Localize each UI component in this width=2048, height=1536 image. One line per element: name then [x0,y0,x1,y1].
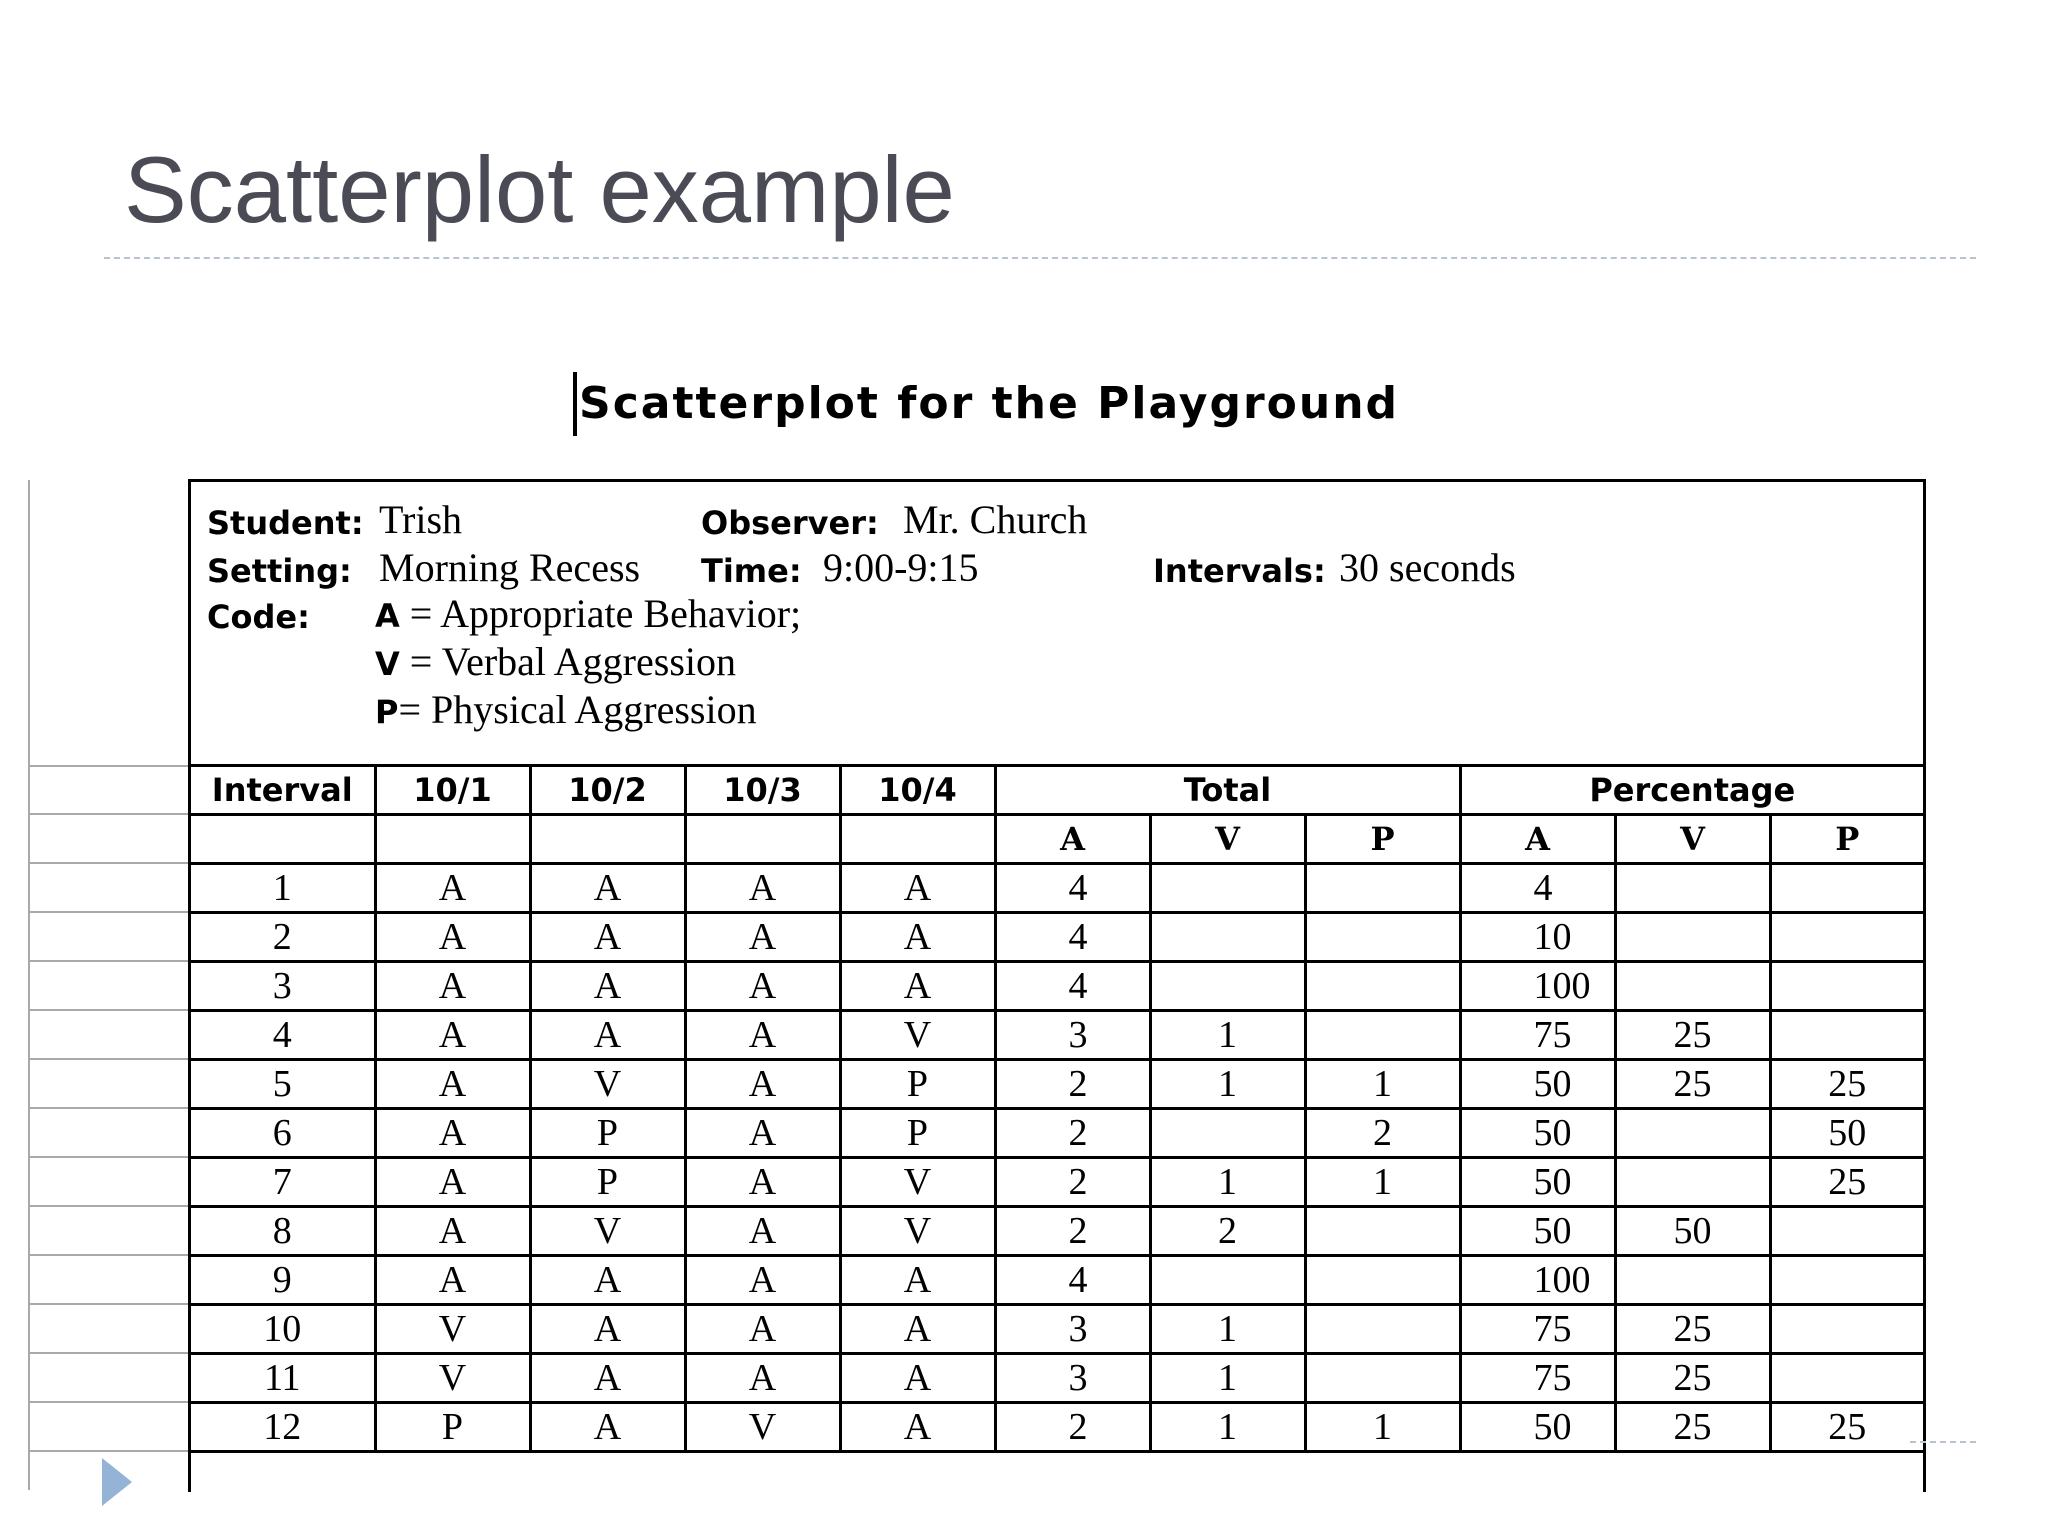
cell-interval: 2 [191,913,375,962]
cell-total-p: 1 [1305,1060,1460,1109]
cell-total-v: 2 [1150,1207,1305,1256]
cell-interval: 9 [191,1256,375,1305]
cell-pct-a: 50 [1460,1060,1615,1109]
cell-pct-v: 50 [1615,1207,1770,1256]
cell-interval: 6 [191,1109,375,1158]
table-body [191,864,1923,1452]
table-row [191,1354,1923,1403]
subheader-empty [530,815,685,864]
cell-pct-v: 25 [1615,1305,1770,1354]
cell-pct-a: 50 [1460,1403,1615,1452]
subheader-pct-a: A [1460,815,1615,864]
cell-day-3: A [685,1109,840,1158]
cell-day-2: A [530,1305,685,1354]
code-p-meaning: Physical Aggression [431,687,757,732]
subheader-empty [375,815,530,864]
student-label: Student: [207,504,364,542]
cell-day-4: A [840,962,995,1011]
cell-day-4: A [840,1305,995,1354]
cell-total-v: 1 [1150,1158,1305,1207]
cell-pct-v: 25 [1615,1403,1770,1452]
cell-pct-p [1770,913,1923,962]
cell-pct-v [1615,1256,1770,1305]
cell-pct-a: 50 [1460,1158,1615,1207]
cell-pct-a: 50 [1460,1109,1615,1158]
cell-total-a: 4 [995,913,1150,962]
text-cursor [573,372,577,436]
cell-total-v: 1 [1150,1011,1305,1060]
table-row [191,1060,1923,1109]
time-label: Time: [701,552,802,590]
code-p [375,686,757,733]
cell-day-1: A [375,1060,530,1109]
cell-day-4: V [840,1207,995,1256]
cell-pct-a: 10 [1460,913,1615,962]
cell-total-v [1150,1256,1305,1305]
cell-total-v: 1 [1150,1403,1305,1452]
subheader-pct-p: P [1770,815,1923,864]
cell-total-p [1305,1256,1460,1305]
cell-total-a: 4 [995,864,1150,913]
gridline [30,1205,191,1207]
cell-pct-a: 100 [1460,962,1615,1011]
code-label: Code: [207,598,310,636]
cell-day-3: A [685,1158,840,1207]
code-p-sep: = [398,687,432,732]
cell-interval: 4 [191,1011,375,1060]
cell-day-1: A [375,1158,530,1207]
gridline [30,1156,191,1158]
cell-total-p [1305,913,1460,962]
cell-total-v [1150,962,1305,1011]
cell-day-4: P [840,1060,995,1109]
cell-pct-a: 75 [1460,1305,1615,1354]
cell-pct-p [1770,962,1923,1011]
cell-pct-p [1770,1011,1923,1060]
gridline [30,765,191,767]
cell-total-a: 4 [995,962,1150,1011]
cell-day-2: A [530,1403,685,1452]
cell-day-3: A [685,1207,840,1256]
header-interval: Interval [191,767,375,815]
cell-day-4: V [840,1011,995,1060]
cell-day-2: A [530,962,685,1011]
cell-pct-p: 25 [1770,1060,1923,1109]
table-row [191,913,1923,962]
intervals-value: 30 seconds [1339,545,1516,590]
cell-day-4: A [840,913,995,962]
cell-pct-a: 75 [1460,1354,1615,1403]
table-row [191,1109,1923,1158]
cell-day-1: V [375,1354,530,1403]
code-a-sep: = [399,591,441,636]
cell-interval: 10 [191,1305,375,1354]
cell-day-2: P [530,1158,685,1207]
cell-day-3: A [685,1305,840,1354]
cell-pct-v: 25 [1615,1011,1770,1060]
code-a-meaning: Appropriate Behavior; [440,591,802,636]
cell-pct-a: 75 [1460,1011,1615,1060]
cell-total-a: 2 [995,1207,1150,1256]
cell-interval: 11 [191,1354,375,1403]
code-v-letter: V [375,645,400,683]
cell-day-1: V [375,1305,530,1354]
cell-interval: 5 [191,1060,375,1109]
cell-day-3: A [685,913,840,962]
gridline [30,1352,191,1354]
slide-title: Scatterplot example [124,137,955,242]
cell-total-a: 2 [995,1403,1150,1452]
code-v [375,638,736,685]
cell-pct-v [1615,962,1770,1011]
footer-divider [1910,1441,1976,1443]
cell-interval: 8 [191,1207,375,1256]
cell-total-p: 1 [1305,1158,1460,1207]
cell-total-p [1305,962,1460,1011]
table-row [191,962,1923,1011]
time-value: 9:00-9:15 [823,545,979,590]
cell-day-3: A [685,1060,840,1109]
subheader-total-p: P [1305,815,1460,864]
subheader-total-v: V [1150,815,1305,864]
cell-day-3: V [685,1403,840,1452]
gridline [30,911,191,913]
title-divider [104,257,1976,259]
table-row [191,1305,1923,1354]
table-row [191,1011,1923,1060]
subheader-empty [191,815,375,864]
header-total: Total [995,767,1460,815]
cell-day-3: A [685,864,840,913]
cell-day-2: V [530,1060,685,1109]
cell-pct-a: 4 [1460,864,1615,913]
cell-day-4: A [840,864,995,913]
header-date-2: 10/2 [530,767,685,815]
cell-pct-a: 100 [1460,1256,1615,1305]
left-gridlines [28,480,191,1490]
scatterplot-form [188,479,1926,1492]
subheader-empty [685,815,840,864]
cell-total-a: 3 [995,1011,1150,1060]
gridline [30,862,191,864]
cell-pct-p [1770,864,1923,913]
cell-day-3: A [685,1256,840,1305]
cell-day-3: A [685,1354,840,1403]
gridline [30,960,191,962]
observer-label: Observer: [701,504,879,542]
cell-pct-v [1615,1158,1770,1207]
cell-total-p: 2 [1305,1109,1460,1158]
header-date-4: 10/4 [840,767,995,815]
nav-arrow-icon[interactable] [102,1458,132,1506]
cell-day-2: A [530,1354,685,1403]
cell-total-v: 1 [1150,1354,1305,1403]
cell-interval: 12 [191,1403,375,1452]
cell-day-4: A [840,1354,995,1403]
cell-total-p [1305,1011,1460,1060]
cell-pct-p: 25 [1770,1158,1923,1207]
cell-day-1: A [375,913,530,962]
gridline [30,1450,191,1452]
setting-value: Morning Recess [379,545,641,590]
cell-pct-v [1615,1109,1770,1158]
subheader-pct-v: V [1615,815,1770,864]
cell-total-p [1305,864,1460,913]
cell-pct-p: 50 [1770,1109,1923,1158]
cell-day-2: A [530,1256,685,1305]
cell-day-2: P [530,1109,685,1158]
gridline [30,813,191,815]
cell-total-a: 2 [995,1158,1150,1207]
cell-total-v: 1 [1150,1060,1305,1109]
cell-pct-p [1770,1354,1923,1403]
cell-pct-p [1770,1207,1923,1256]
gridline [30,1009,191,1011]
document-title: Scatterplot for the Playground [579,378,1400,429]
code-p-letter: P [375,693,399,731]
code-v-sep: = [399,639,442,684]
intervals-label: Intervals: [1153,552,1326,590]
cell-total-a: 3 [995,1305,1150,1354]
header-date-1: 10/1 [375,767,530,815]
subheader-row [191,815,1923,864]
cell-day-1: A [375,864,530,913]
student-value: Trish [379,497,463,542]
gridline [30,1254,191,1256]
cell-day-4: V [840,1158,995,1207]
cell-pct-v [1615,913,1770,962]
cell-day-3: A [685,962,840,1011]
cell-total-v [1150,913,1305,962]
cell-total-v: 1 [1150,1305,1305,1354]
table-row [191,1403,1923,1452]
observation-table [191,767,1923,1453]
cell-total-a: 3 [995,1354,1150,1403]
info-block [191,482,1923,767]
cell-pct-p [1770,1256,1923,1305]
header-date-3: 10/3 [685,767,840,815]
setting-label: Setting: [207,552,352,590]
header-percentage: Percentage [1460,767,1923,815]
cell-day-4: P [840,1109,995,1158]
code-a-letter: A [375,597,400,635]
cell-day-4: A [840,1403,995,1452]
cell-total-a: 2 [995,1060,1150,1109]
cell-total-p: 1 [1305,1403,1460,1452]
cell-pct-p: 25 [1770,1403,1923,1452]
cell-pct-v: 25 [1615,1354,1770,1403]
cell-day-3: A [685,1011,840,1060]
cell-day-4: A [840,1256,995,1305]
cell-day-1: A [375,1109,530,1158]
cell-total-a: 4 [995,1256,1150,1305]
code-a [375,590,801,637]
cell-day-2: A [530,913,685,962]
cell-pct-p [1770,1305,1923,1354]
table-row [191,1158,1923,1207]
table-row [191,1256,1923,1305]
subheader-total-a: A [995,815,1150,864]
header-row [191,767,1923,815]
cell-day-1: A [375,1011,530,1060]
cell-pct-v: 25 [1615,1060,1770,1109]
observer-value: Mr. Church [903,497,1088,542]
document-title-line [573,372,1399,436]
cell-day-1: A [375,1256,530,1305]
cell-day-1: A [375,962,530,1011]
cell-day-1: A [375,1207,530,1256]
cell-total-v [1150,864,1305,913]
cell-total-p [1305,1354,1460,1403]
table-row [191,864,1923,913]
code-v-meaning: Verbal Aggression [441,639,737,684]
gridline [30,1107,191,1109]
subheader-empty [840,815,995,864]
cell-interval: 7 [191,1158,375,1207]
cell-pct-v [1615,864,1770,913]
cell-day-2: V [530,1207,685,1256]
cell-total-p [1305,1207,1460,1256]
cell-day-2: A [530,1011,685,1060]
gridline [30,1303,191,1305]
cell-day-1: P [375,1403,530,1452]
cell-total-v [1150,1109,1305,1158]
cell-pct-a: 50 [1460,1207,1615,1256]
cell-interval: 3 [191,962,375,1011]
cell-total-a: 2 [995,1109,1150,1158]
cell-total-p [1305,1305,1460,1354]
cell-day-2: A [530,864,685,913]
gridline [30,1058,191,1060]
table-row [191,1207,1923,1256]
gridline [30,1401,191,1403]
cell-interval: 1 [191,864,375,913]
